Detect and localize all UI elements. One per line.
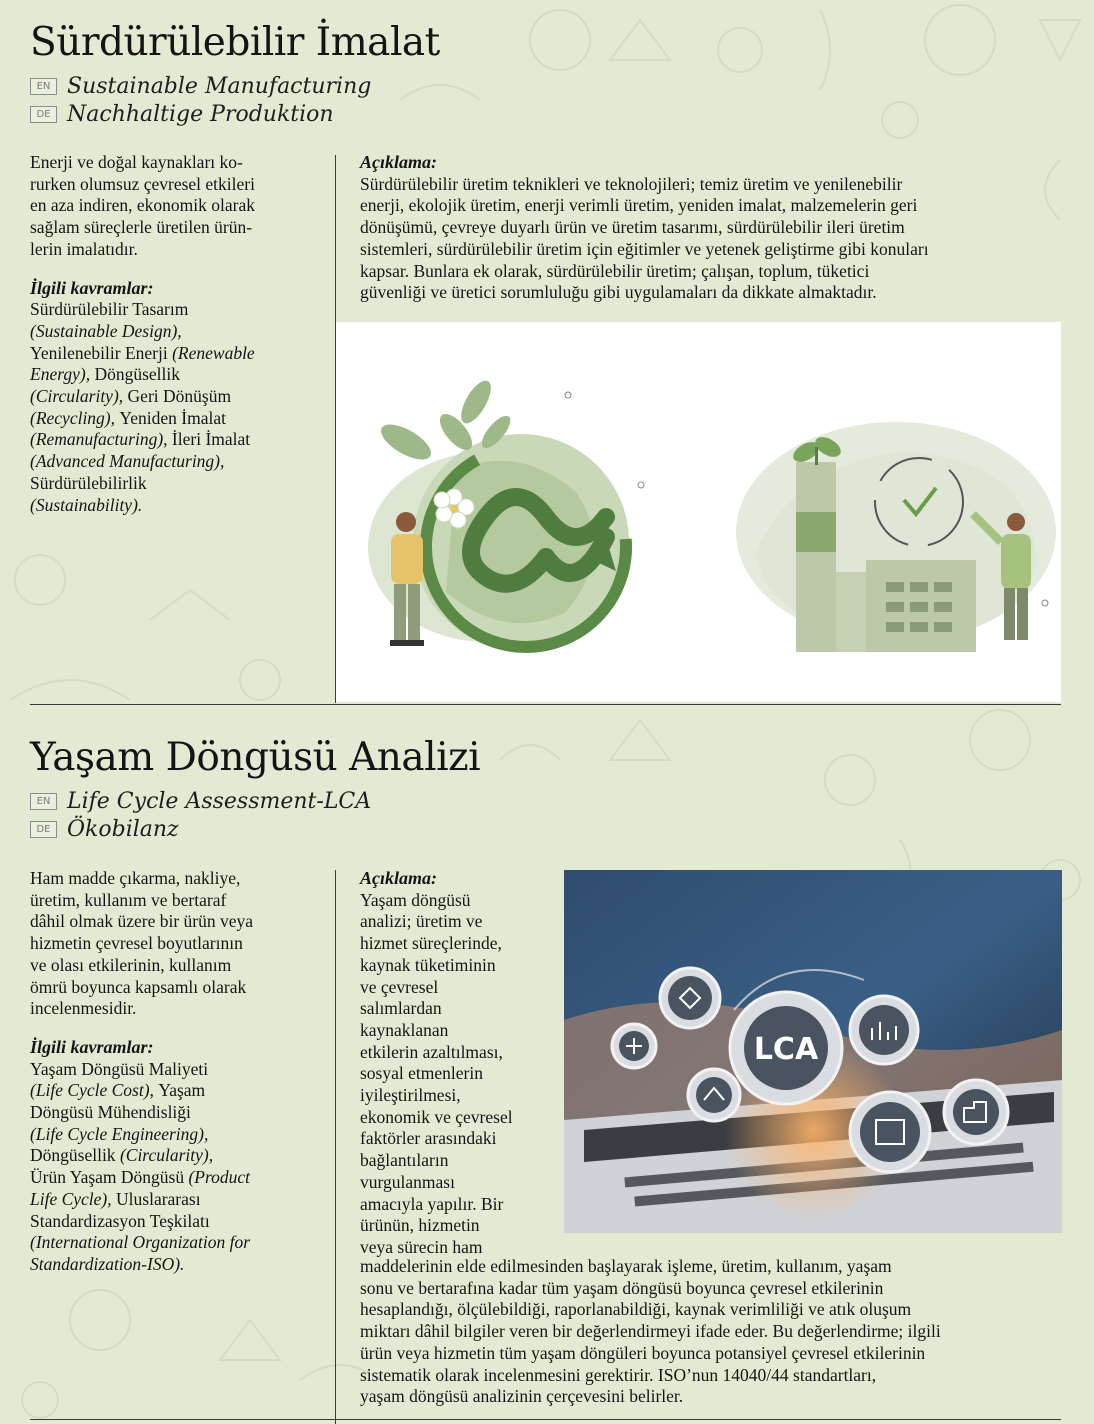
description-heading: Açıklama: [360, 152, 437, 172]
lang-tag-de: DE [30, 821, 57, 838]
column-divider [335, 870, 336, 1424]
translation-en [30, 787, 371, 815]
description-column: Açıklama: Sürdürülebilir üretim teknikleri ve teknolojileri; temiz üretim ve yenilenebilir enerji, ekolojik üretim, enerji verimli üretim, yeniden imalat, malzemelerin geri dönüşümü, çevreye duyarlı ürün ve üretim tasarımı, sürdürülebilir ileri üretim sistemleri, sürdürülebilir üretim için eğitimler ve yetenek geliştirme gibi konuları kapsar. Bunlara ek olarak, sürdürülebilir üretim; çalışan, toplum, tüketici güvenliği ve üretici sorumluluğu gibi uygulamaları da dikkate almaktadır. [360, 152, 1065, 304]
translation-de [30, 100, 334, 128]
related-terms: Sürdürülebilir Tasarım (Sustainable Design), Yenilenebilir Enerji (Renewable Energy), Döngüsellik (Circularity), Geri Dönüşüm (Recycling), Yeniden İmalat (Remanufacturing), İleri İmalat (Advanced Manufacturing), Sürdürülebilirlik (Sustainability). [30, 299, 255, 515]
translation-en [30, 72, 371, 100]
lang-tag-en: EN [30, 793, 57, 810]
translation-de-text: Ökobilanz [67, 816, 179, 842]
entry-life-cycle-assessment [0, 705, 1094, 1424]
description-continued: maddelerinin elde edilmesinden başlayarak işleme, üretim, kullanım, yaşam sonu ve bertarafına kadar tüm yaşam döngüsü boyunca çevresel etkilerinin hesaplandığı, ölçülebildiği, raporlanabildiği, kaynak verimliliği ve atık oluşum miktarı dâhil bilgiler veren bir değerlendirmeyi ifade eder. Bu değerlendirme; ilgili ürün veya hizmetin tüm yaşam döngüleri boyunca potansiyel çevresel etkilerinin sistematik olarak incelenmesini gerektirir. ISO’nun 14040/44 standartları, yaşam döngüsü analizinin çerçevesini belirler. [360, 1256, 941, 1407]
related-heading: İlgili kavramlar: [30, 277, 154, 298]
translation-de [30, 815, 179, 843]
translation-en-text: Life Cycle Assessment-LCA [67, 788, 372, 814]
translation-de-text: Nachhaltige Produktion [67, 101, 334, 127]
definition-text: Ham madde çıkarma, nakliye, üretim, kullanım ve bertaraf dâhil olmak üzere bir ürün veya hizmetin çevresel boyutlarının ve olası etkilerinin, kullanım ömrü boyunca kapsamlı olarak incelenmesidir. [30, 868, 254, 1019]
related-terms: Yaşam Döngüsü Maliyeti (Life Cycle Cost), Yaşam Döngüsü Mühendisliği (Life Cycle Engineering), Döngüsellik (Circularity), Ürün Yaşam Döngüsü (Product Life Cycle), Uluslararası Standardizasyon Teşkilatı (International Organization for Standardization-ISO). [30, 1058, 251, 1274]
entry-sustainable-manufacturing [0, 0, 1094, 705]
description-column: Açıklama: Yaşam döngüsü analizi; üretim ve hizmet süreçlerinde, kaynak tüketiminin ve çevresel salımlardan kaynaklanan etkilerin azaltılması, sosyal etmenlerin iyileştirilmesi, ekonomik ve çevresel faktörler arasındaki bağlantıların vurgulanması amacıyla yapılır. Bir ürünün, hizmetin veya sürecin ham [360, 868, 556, 1259]
lca-photo [564, 870, 1062, 1233]
definition-column [30, 868, 315, 1276]
definition-column [30, 152, 315, 516]
definition-text: Enerji ve doğal kaynakları ko- rurken olumsuz çevresel etkileri en aza indiren, ekonomik olarak sağlam süreçlerle üretilen ürün- lerin imalatıdır. [30, 152, 255, 259]
description-heading: Açıklama: [360, 868, 437, 888]
lang-tag-en: EN [30, 78, 57, 95]
translation-en-text: Sustainable Manufacturing [67, 73, 372, 99]
sustainability-illustration [336, 322, 1061, 702]
entry-title: Yaşam Döngüsü Analizi [30, 735, 481, 780]
related-heading: İlgili kavramlar: [30, 1036, 154, 1057]
entry-title: Sürdürülebilir İmalat [30, 20, 440, 65]
lang-tag-de: DE [30, 106, 57, 123]
illustration-graphic [336, 322, 1061, 702]
lca-label: LCA [753, 1032, 819, 1067]
lca-photo-graphic [564, 870, 1062, 1233]
